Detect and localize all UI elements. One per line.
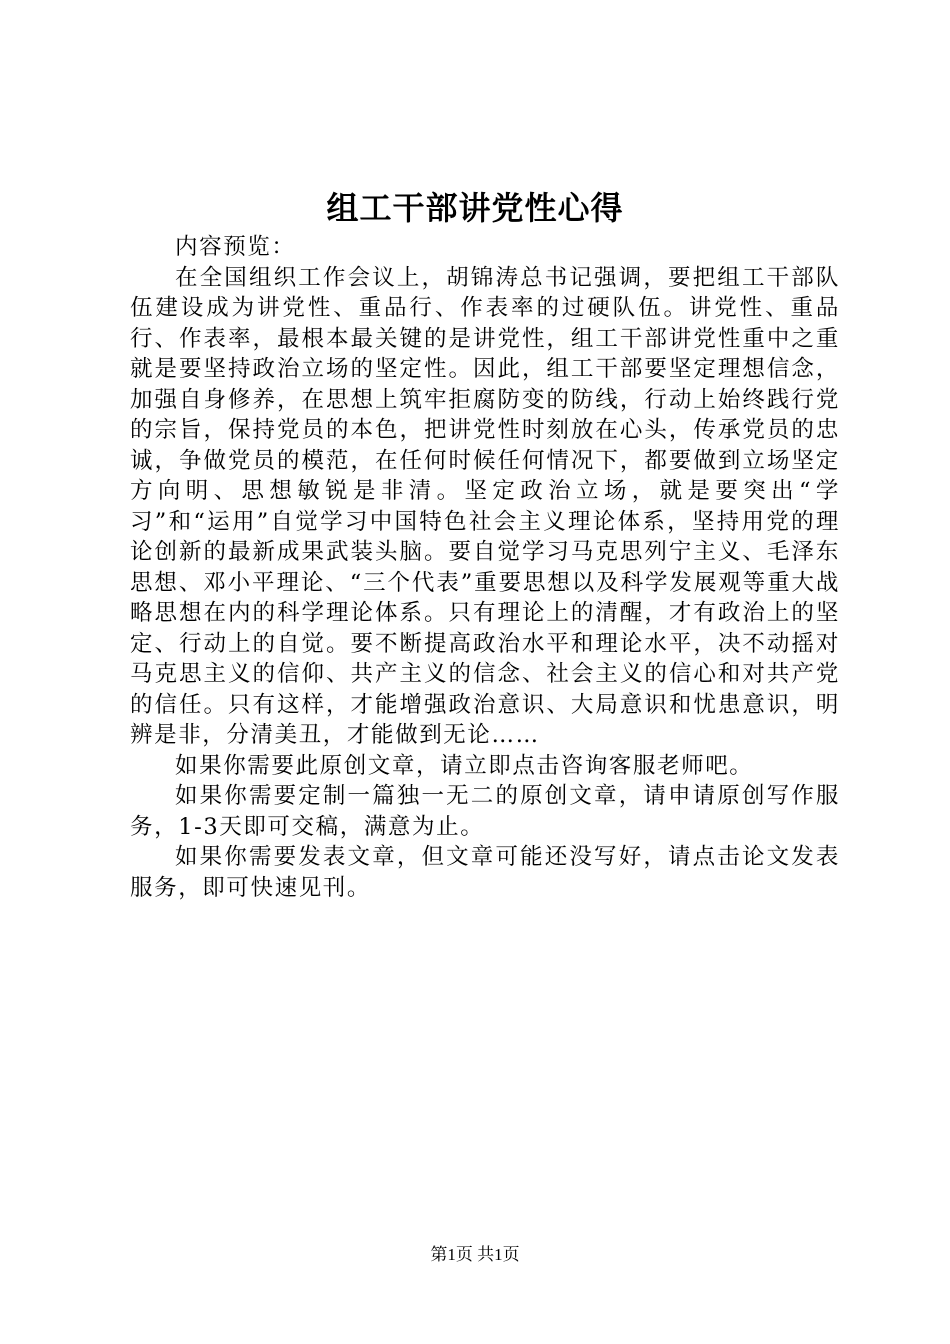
custom-writing-paragraph: 如果你需要定制一篇独一无二的原创文章，请申请原创写作服务，1-3天即可交稿，满意为止。	[130, 783, 840, 840]
document-title: 组工干部讲党性心得	[326, 189, 624, 227]
preview-paragraph: 在全国组织工作会议上，胡锦涛总书记强调，要把组工干部队伍建设成为讲党性、重品行、作表率的过硬队伍。讲党性、重品行、作表率，最根本最关键的是讲党性，组工干部讲党性重中之重就是要坚持政治立场的坚定性。因此，组工干部要坚定理想信念，加强自身修养，在思想上筑牢拒腐防变的防线，行动上始终践行党的宗旨，保持党员的本色，把讲党性时刻放在心头，传承党员的忠诚，争做党员的模范，在任何时候任何情况下，都要做到立场坚定方向明、思想敏锐是非清。坚定政治立场，就是要突出“学习”和“运用”自觉学习中国特色社会主义理论体系，坚持用党的理论创新的最新成果武装头脑。要自觉学习马克思列宁主义、毛泽东思想、邓小平理论、“三个代表”重要思想以及科学发展观等重大战略思想在内的科学理论体系。只有理论上的清醒，才有政治上的坚定、行动上的自觉。要不断提高政治水平和理论水平，决不动摇对马克思主义的信仰、共产主义的信念、社会主义的信心和对共产党的信任。只有这样，才能增强政治意识、大局意识和忧患意识，明辨是非，分清美丑，才能做到无论……	[130, 264, 840, 748]
document-body	[130, 232, 840, 903]
preview-label: 内容预览：	[175, 234, 296, 260]
consult-paragraph: 如果你需要此原创文章，请立即点击咨询客服老师吧。	[175, 752, 754, 779]
publishing-paragraph: 如果你需要发表文章，但文章可能还没写好，请点击论文发表服务，即可快速见刊。	[130, 844, 840, 901]
page-number-footer: 第1页 共1页	[430, 1245, 520, 1264]
